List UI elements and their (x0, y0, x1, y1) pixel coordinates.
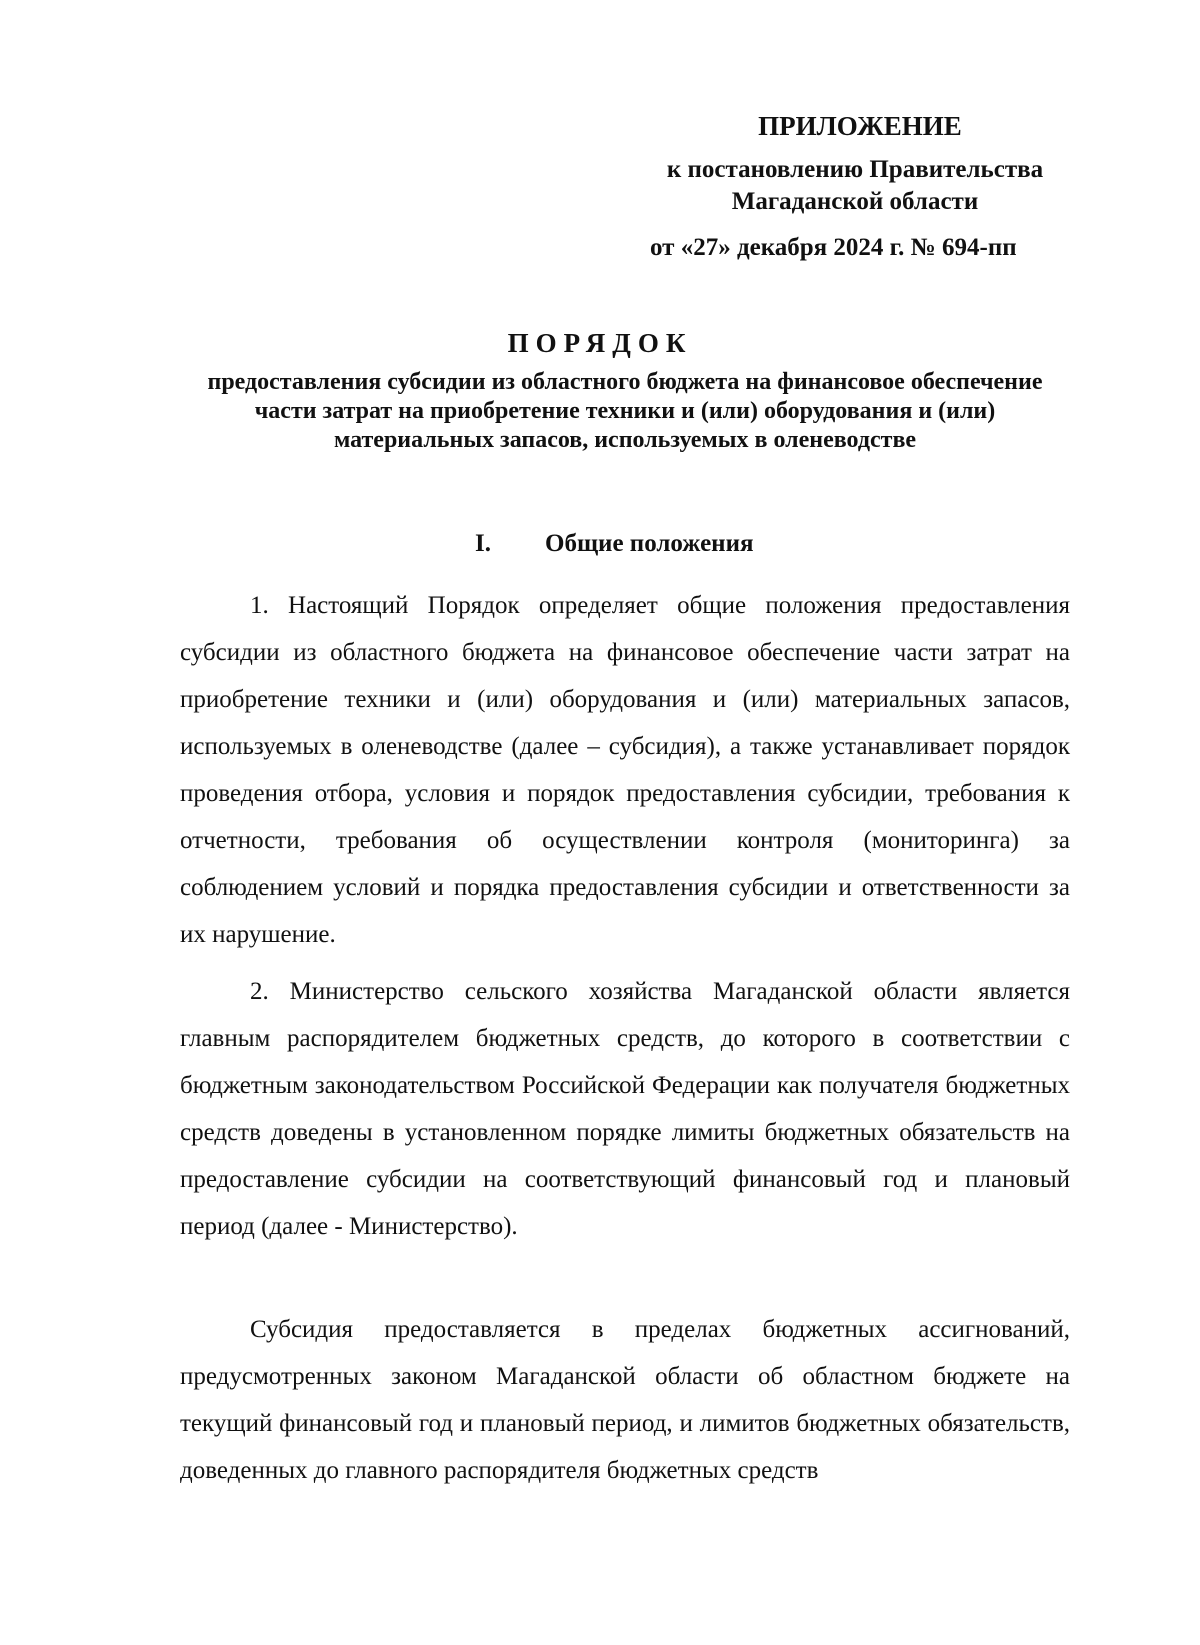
paragraph-3: Субсидия предоставляется в пределах бюджетных ассигнований, предусмотренных законом Магаданской области об областном бюджете на текущий финансовый год и плановый период, и лимитов бюджетных обязательств, доведенных до главного распорядителя бюджетных средств (180, 1316, 1070, 1484)
paragraph-2: 2. Министерство сельского хозяйства Магаданской области является главным распорядителем бюджетных средств, до которого в соответствии с бюджетным законодательством Российской Федерации как получателя бюджетных средств доведены в установленном порядке лимиты бюджетных обязательств на предоставление субсидии на соответствующий финансовый год и плановый период (далее - Министерство). (180, 978, 1070, 1240)
appendix-title: ПРИЛОЖЕНИЕ (758, 111, 962, 141)
section-number: I. (475, 530, 491, 557)
document-title: ПОРЯДОК (507, 328, 693, 358)
document-subtitle: предоставления субсидии из областного бюджета на финансовое обеспечение части затрат на приобретение техники и (или) оборудования и (или) материальных запасов, используемых в оленеводстве (207, 369, 1043, 453)
appendix-region-line: Магаданской области (731, 188, 979, 215)
paragraph-1: 1. Настоящий Порядок определяет общие положения предоставления субсидии из областного бюджета на финансовое обеспечение части затрат на приобретение техники и (или) оборудования и (или) материальных запасов, используемых в оленеводстве (далее – субсидия), а также устанавливает порядок проведения отбора, условия и порядок предоставления субсидии, требования к отчетности, требования об осуществлении контроля (мониторинга) за соблюдением условий и порядка предоставления субсидии и ответственности за их нарушение. (180, 592, 1070, 948)
section-name: Общие положения (545, 530, 754, 557)
appendix-resolution-line: к постановлению Правительства (666, 156, 1044, 183)
appendix-date-number: от «27» декабря 2024 г. № 694-пп (650, 234, 1017, 261)
